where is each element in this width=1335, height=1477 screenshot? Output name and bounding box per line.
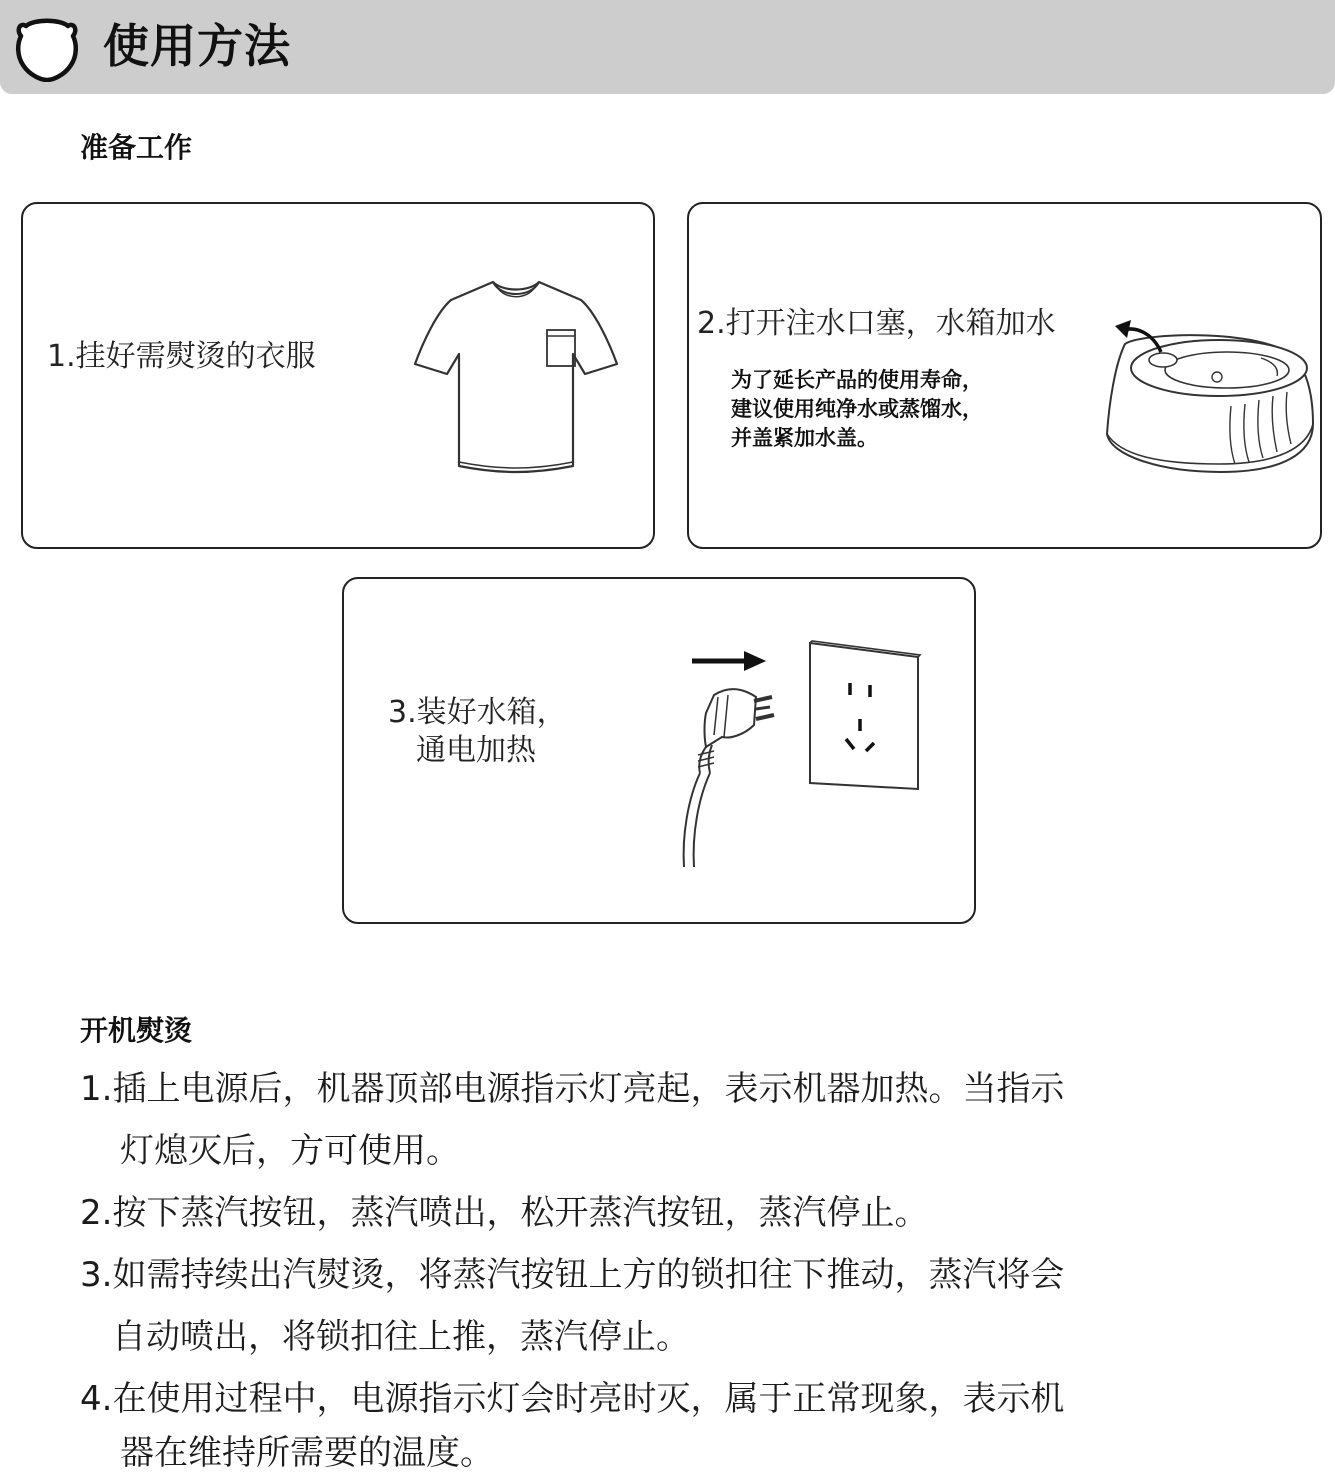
tshirt-icon [413, 278, 619, 474]
header-bar [0, 0, 1335, 94]
note-line-2: 建议使用纯净水或蒸馏水， [731, 397, 983, 421]
instruction-line-2: 灯熄灭后，方可使用。 [120, 1131, 460, 1171]
page-title: 使用方法 [103, 19, 291, 73]
instruction-line-4: 3.如需持续出汽熨烫，将蒸汽按钮上方的锁扣往下推动，蒸汽将会 [80, 1255, 1065, 1295]
instruction-line-5: 自动喷出，将锁扣往上推，蒸汽停止。 [112, 1317, 690, 1357]
step-label-1: 1.挂好需熨烫的衣服 [47, 339, 316, 374]
step-label-3-line-2: 通电加热 [416, 733, 536, 768]
step-card-hang-clothes [21, 202, 655, 549]
instruction-line-6: 4.在使用过程中，电源指示灯会时亮时灭，属于正常现象，表示机 [80, 1379, 1065, 1419]
water-tank-icon [1101, 314, 1319, 476]
note-line-1: 为了延长产品的使用寿命， [731, 368, 983, 392]
plug-and-socket-icon [674, 639, 924, 871]
section-title-prep: 准备工作 [80, 131, 193, 164]
step-card-plug-in [342, 577, 976, 924]
note-line-3: 并盖紧加水盖。 [731, 426, 878, 450]
step-label-2: 2.打开注水口塞，水箱加水 [697, 306, 1056, 341]
section-title-operate: 开机熨烫 [80, 1014, 193, 1047]
bear-head-icon [14, 12, 80, 82]
instruction-line-3: 2.按下蒸汽按钮，蒸汽喷出，松开蒸汽按钮，蒸汽停止。 [80, 1193, 929, 1233]
instruction-line-1: 1.插上电源后，机器顶部电源指示灯亮起，表示机器加热。当指示 [80, 1069, 1065, 1109]
instruction-line-7: 器在维持所需要的温度。 [120, 1433, 494, 1473]
step-card-fill-water [687, 202, 1322, 549]
step-label-3-line-1: 3.装好水箱， [388, 695, 567, 730]
